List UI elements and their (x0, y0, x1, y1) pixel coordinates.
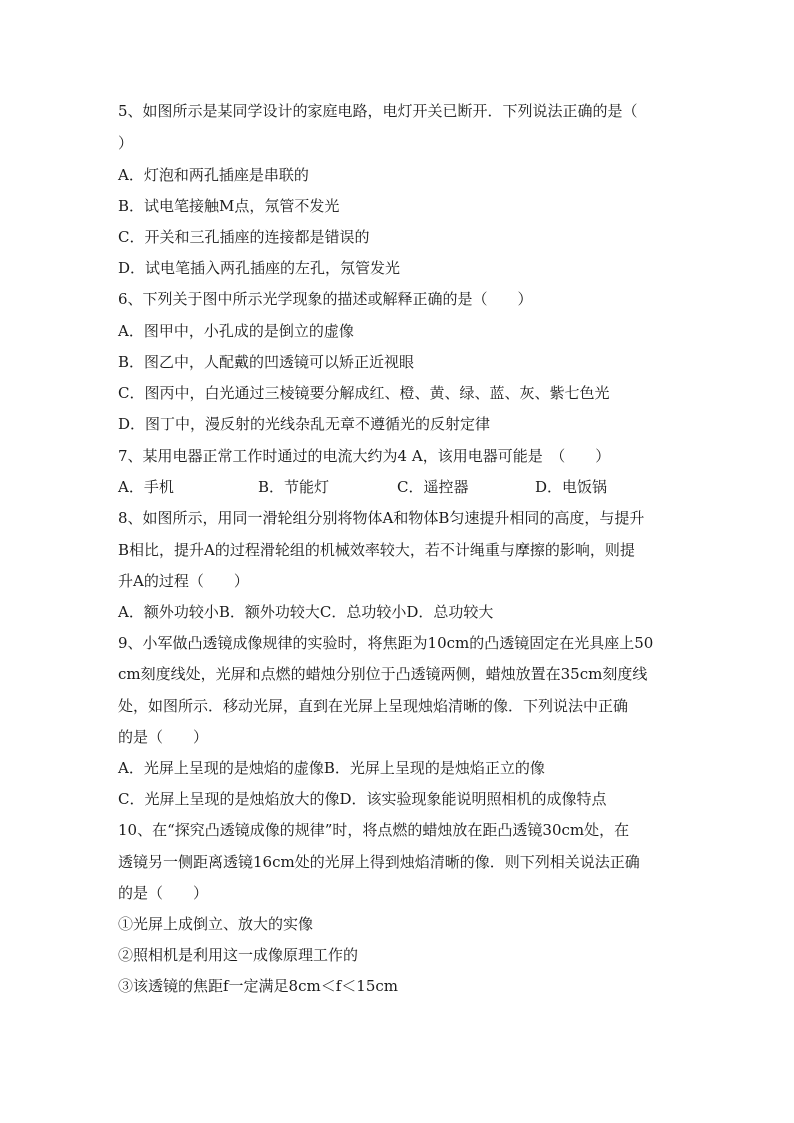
question-7-option-c: C．遥控器 (397, 478, 469, 496)
question-5-option-d: D．试电笔插入两孔插座的左孔，氖管发光 (118, 259, 401, 277)
question-7-option-d: D．电饭锅 (535, 478, 608, 496)
question-6-stem: 6、下列关于图中所示光学现象的描述或解释正确的是（ ） (118, 290, 533, 308)
question-6-option-d: D．图丁中，漫反射的光线杂乱无章不遵循光的反射定律 (118, 415, 491, 433)
question-8-stem-line-3: 升A的过程（ ） (118, 572, 249, 590)
question-5-stem-line-2: ） (118, 134, 134, 152)
question-5-option-a: A．灯泡和两孔插座是串联的 (118, 166, 309, 184)
question-10-statement-3: ③该透镜的焦距f一定满足8cm＜f＜15cm (118, 977, 398, 995)
question-8-stem-line-1: 8、如图所示，用同一滑轮组分别将物体A和物体B匀速提升相同的高度，与提升 (118, 509, 645, 527)
question-9-options-line-1: A．光屏上呈现的是烛焰的虚像B．光屏上呈现的是烛焰正立的像 (118, 759, 545, 777)
question-10-stem-line-1: 10、在“探究凸透镜成像的规律”时，将点燃的蜡烛放在距凸透镜30cm处，在 (118, 821, 630, 839)
question-7-stem: 7、某用电器正常工作时通过的电流大约为4 A，该用电器可能是 （ ） (118, 447, 611, 465)
question-9-options-line-2: C．光屏上呈现的是烛焰放大的像D．该实验现象能说明照相机的成像特点 (118, 790, 607, 808)
question-10-statement-1: ①光屏上成倒立、放大的实像 (118, 915, 314, 933)
question-6-option-a: A．图甲中，小孔成的是倒立的虚像 (118, 322, 354, 340)
question-8-options: A．额外功较小B．额外功较大C．总功较小D．总功较大 (118, 603, 494, 621)
question-5-option-b: B．试电笔接触M点，氖管不发光 (118, 197, 340, 215)
question-10-stem-line-3: 的是（ ） (118, 884, 209, 902)
question-9-stem-line-2: cm刻度线处，光屏和点燃的蜡烛分别位于凸透镜两侧，蜡烛放置在35cm刻度线 (118, 665, 648, 683)
question-9-stem-line-3: 处，如图所示．移动光屏，直到在光屏上呈现烛焰清晰的像．下列说法中正确 (118, 697, 629, 715)
question-5-option-c: C．开关和三孔插座的连接都是错误的 (118, 228, 370, 246)
question-6-option-b: B．图乙中，人配戴的凹透镜可以矫正近视眼 (118, 353, 415, 371)
question-5-stem-line-1: 5、如图所示是某同学设计的家庭电路，电灯开关已断开．下列说法正确的是（ (118, 102, 638, 120)
question-7-option-a: A．手机 (118, 478, 174, 496)
question-8-stem-line-2: B相比，提升A的过程滑轮组的机械效率较大，若不计绳重与摩擦的影响，则提 (118, 541, 635, 559)
question-7-option-b: B．节能灯 (258, 478, 330, 496)
question-6-option-c: C．图丙中，白光通过三棱镜要分解成红、橙、黄、绿、蓝、灰、紫七色光 (118, 384, 610, 402)
question-10-statement-2: ②照相机是利用这一成像原理工作的 (118, 946, 359, 964)
question-10-stem-line-2: 透镜另一侧距离透镜16cm处的光屏上得到烛焰清晰的像．则下列相关说法正确 (118, 853, 640, 871)
question-9-stem-line-4: 的是（ ） (118, 728, 209, 746)
question-9-stem-line-1: 9、小军做凸透镜成像规律的实验时，将焦距为10cm的凸透镜固定在光具座上50 (118, 634, 654, 652)
